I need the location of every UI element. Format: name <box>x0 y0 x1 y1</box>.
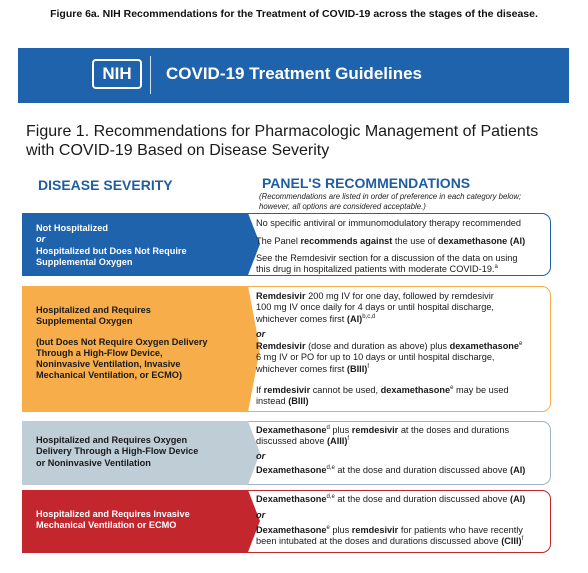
severity-line: or Noninvasive Ventilation <box>36 457 151 468</box>
rec-dexamethasone-plus-remdesivir: Dexamethasone$^d$ plus remdesivir at the doses and durations discussed above (AIII)$^f$ <box>256 424 510 447</box>
banner-title: COVID-19 Treatment Guidelines <box>166 64 423 83</box>
figure-title: Figure 1. Recommendations for Pharmacologic Management of Patients with COVID-19 Based on Disease Severity <box>26 123 539 159</box>
severity-invasive-ventilation <box>22 490 248 553</box>
severity-line: Through a High-Flow Device, <box>36 347 163 358</box>
recommendations-header: PANEL'S RECOMMENDATIONS <box>262 175 471 191</box>
recommendations-note: (Recommendations are listed in order of preference in each category below; however, all options are considered acceptable.) <box>259 192 522 211</box>
rec-remdesivir-plus-dexamethasone: Remdesivir (dose and duration as above) plus dexamethasone$^e$ 6 mg IV or PO for up to 10 days or until hospital discharge, whichever comes first (BIII)$^f$ <box>256 340 523 374</box>
rec-dexamethasone-alone: Dexamethasone$^{d,e}$ at the dose and duration discussed above (AI) <box>256 464 526 475</box>
severity-line: Mechanical Ventilation, or ECMO) <box>36 370 183 381</box>
severity-supplemental-oxygen <box>22 286 248 412</box>
rec-remdesivir-alone: Remdesivir 200 mg IV for one day, followed by remdesivir 100 mg IV once daily for 4 days or until hospital discharge, whichever comes first (AI)$^{b,c,d}$ <box>256 291 494 324</box>
severity-line: Supplemental Oxygen <box>36 316 133 327</box>
severity-line: Supplemental Oxygen <box>36 256 133 267</box>
severity-line: Not Hospitalized <box>36 223 108 233</box>
rec-no-therapy: No specific antiviral or immunomodulatory therapy recommended <box>256 218 522 228</box>
or-separator: or <box>256 451 266 461</box>
disease-severity-header: DISEASE SEVERITY <box>38 177 173 193</box>
severity-line: Delivery Through a High-Flow Device <box>36 446 199 457</box>
rec-against-dexamethasone: The Panel recommends against the use of dexamethasone (AI) <box>256 236 526 246</box>
rec-dexamethasone-plus-remdesivir-intubated: Dexamethasone$^e$ plus remdesivir for patients who have recently been intubated at the doses and durations discussed above (CIII)$^f$ <box>256 524 524 547</box>
severity-line: Hospitalized and Requires <box>36 305 151 315</box>
severity-line: Noninvasive Ventilation, Invasive <box>36 359 181 370</box>
rec-remdesivir-note: See the Remdesivir section for a discussion of the data on using this drug in hospitalized patients with moderate COVID-19.$^a$ <box>256 253 518 275</box>
severity-line: or <box>36 234 46 245</box>
nih-logo: NIH <box>92 59 142 89</box>
guidelines-banner <box>18 48 569 103</box>
figure-caption: Figure 6a. NIH Recommendations for the Treatment of COVID-19 across the stages of the disease. <box>50 8 538 20</box>
severity-line: Hospitalized but Does Not Require <box>36 245 187 256</box>
or-separator: or <box>256 329 266 339</box>
severity-not-hospitalized <box>22 213 248 276</box>
rec-dexamethasone-instead: If remdesivir cannot be used, dexamethasone$^e$ may be used instead (BIII) <box>256 384 509 407</box>
severity-line: Hospitalized and Requires Oxygen <box>36 435 188 445</box>
severity-line: (but Does Not Require Oxygen Delivery <box>36 336 208 347</box>
severity-line: Mechanical Ventilation or ECMO <box>36 520 177 531</box>
rec-dexamethasone-alone: Dexamethasone$^{d,e}$ at the dose and duration discussed above (AI) <box>256 493 526 504</box>
severity-line: Hospitalized and Requires Invasive <box>36 509 190 519</box>
banner-divider <box>150 56 151 94</box>
or-separator: or <box>256 510 266 520</box>
severity-high-flow <box>22 421 248 485</box>
